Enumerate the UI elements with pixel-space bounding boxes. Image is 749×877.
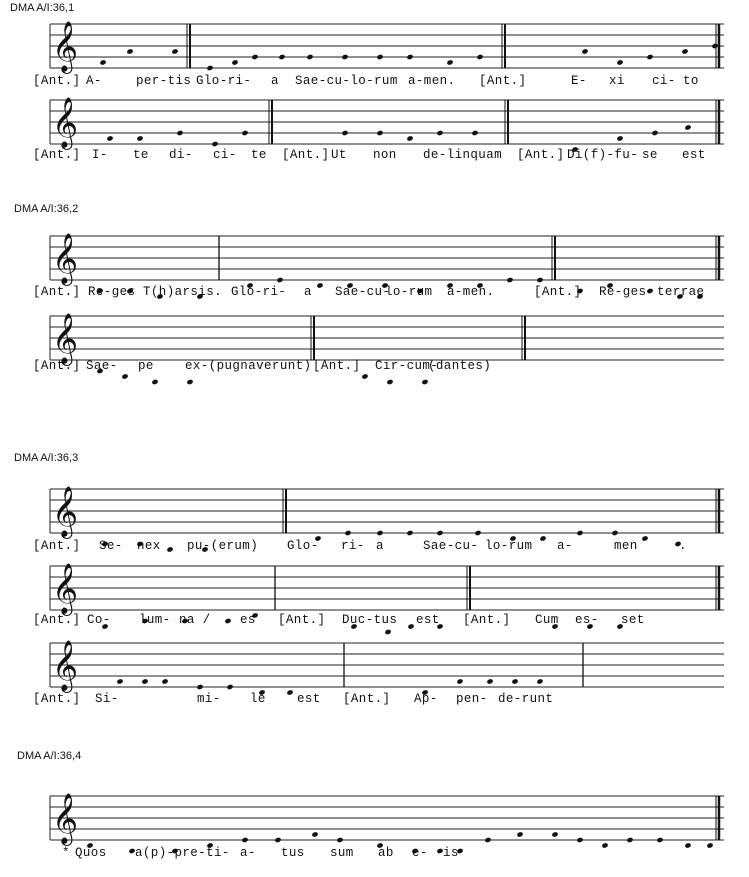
treble-clef-icon: 𝄞 bbox=[52, 97, 79, 148]
lyric-word: Di(f)-fu- bbox=[567, 148, 639, 162]
note-head bbox=[126, 48, 133, 54]
lyric-word: a bbox=[271, 74, 279, 88]
lyric-word: Sae-cu-lo-rum bbox=[295, 74, 398, 88]
section-label: DMA A/I:36,4 bbox=[17, 750, 82, 762]
note-head bbox=[376, 530, 383, 536]
note-head bbox=[616, 59, 623, 65]
staff bbox=[0, 786, 749, 856]
treble-clef-icon: 𝄞 bbox=[52, 233, 79, 284]
lyric-word: [Ant.] bbox=[463, 613, 511, 627]
lyric-word: [Ant.] bbox=[33, 359, 81, 373]
lyric-word: es bbox=[240, 613, 256, 627]
lyric-word: to bbox=[683, 74, 699, 88]
lyric-word: pu-(erum) bbox=[187, 539, 259, 553]
lyric-word: Se- bbox=[99, 539, 123, 553]
note-head bbox=[241, 130, 248, 136]
note-head bbox=[456, 678, 463, 684]
lyric-word: nex bbox=[137, 539, 161, 553]
lyric-word: [Ant.] bbox=[33, 539, 81, 553]
lyric-word: tus bbox=[281, 846, 305, 860]
lyric-word: Re-ges bbox=[88, 285, 136, 299]
lyric-word: de-linquam bbox=[423, 148, 503, 162]
lyric-word: [Ant.] bbox=[33, 74, 81, 88]
lyric-word: a- bbox=[240, 846, 256, 860]
lyric-word: non bbox=[373, 148, 397, 162]
note-head bbox=[511, 678, 518, 684]
note-head bbox=[436, 530, 443, 536]
note-head bbox=[681, 48, 688, 54]
lyric-word: [Ant.] bbox=[479, 74, 527, 88]
lyric-word: [Ant.] bbox=[278, 613, 326, 627]
lyric-word: [Ant.] bbox=[33, 148, 81, 162]
note-head bbox=[486, 678, 493, 684]
note-head bbox=[471, 130, 478, 136]
note-head bbox=[141, 678, 148, 684]
lyric-word: a-men. bbox=[408, 74, 456, 88]
lyric-word: a-men. bbox=[447, 285, 495, 299]
note-head bbox=[316, 282, 323, 288]
note-head bbox=[161, 678, 168, 684]
lyric-word: per-tis bbox=[136, 74, 192, 88]
section-label: DMA A/I:36,1 bbox=[10, 2, 75, 14]
note-head bbox=[407, 623, 414, 629]
note-head bbox=[406, 135, 413, 141]
note-head bbox=[581, 48, 588, 54]
note-head bbox=[406, 54, 413, 60]
lyric-word: te bbox=[133, 148, 149, 162]
lyric-word: e- bbox=[412, 846, 428, 860]
lyric-word: est bbox=[416, 613, 440, 627]
lyric-word: ab bbox=[378, 846, 394, 860]
lyric-word: sum bbox=[330, 846, 354, 860]
lyric-word: Sae-cu- bbox=[423, 539, 479, 553]
note-head bbox=[506, 277, 513, 283]
note-head bbox=[656, 837, 663, 843]
lyric-word: ex-(pugnaverunt) bbox=[185, 359, 312, 373]
lyric-word: Ut bbox=[331, 148, 347, 162]
note-head bbox=[711, 43, 718, 49]
note-head bbox=[436, 130, 443, 136]
note-head bbox=[206, 65, 213, 71]
lyric-word: . bbox=[679, 539, 687, 553]
note-head bbox=[278, 54, 285, 60]
lyric-word: [Ant.] bbox=[33, 285, 81, 299]
lyric-word: [Ant.] bbox=[33, 692, 81, 706]
lyric-word: A- bbox=[86, 74, 102, 88]
note-head bbox=[476, 54, 483, 60]
note-head bbox=[171, 48, 178, 54]
lyric-word: is bbox=[443, 846, 459, 860]
note-head bbox=[251, 54, 258, 60]
lyric-word: lo-rum bbox=[385, 285, 433, 299]
lyric-word: a(p)-pre-ti- bbox=[135, 846, 230, 860]
lyric-word: pe bbox=[138, 359, 154, 373]
treble-clef-icon: 𝄞 bbox=[52, 640, 79, 691]
lyric-word: Glo-ri- bbox=[196, 74, 252, 88]
lyric-word: [Ant.] bbox=[517, 148, 565, 162]
note-head bbox=[386, 379, 393, 385]
lyric-word: est bbox=[682, 148, 706, 162]
lyric-word: (dantes) bbox=[428, 359, 492, 373]
lyric-word: de-runt bbox=[498, 692, 554, 706]
lyric-word: ci- bbox=[652, 74, 676, 88]
lyric-word: es- bbox=[575, 613, 599, 627]
note-head bbox=[106, 135, 113, 141]
lyric-word: lo-rum bbox=[485, 539, 533, 553]
note-head bbox=[536, 277, 543, 283]
lyric-word: terrae bbox=[657, 285, 705, 299]
note-head bbox=[99, 59, 106, 65]
note-head bbox=[641, 535, 648, 541]
lyric-word: se bbox=[642, 148, 658, 162]
note-head bbox=[646, 54, 653, 60]
lyric-word: te bbox=[251, 148, 267, 162]
lyric-word: pen- bbox=[456, 692, 488, 706]
note-head bbox=[361, 373, 368, 379]
lyric-word: na / bbox=[179, 613, 211, 627]
note-head bbox=[421, 379, 428, 385]
lyric-word: ri- bbox=[341, 539, 365, 553]
note-head bbox=[539, 535, 546, 541]
lyric-word: Duc-tus bbox=[342, 613, 398, 627]
lyric-word: Sae-cu- bbox=[335, 285, 391, 299]
lyric-word: I- bbox=[92, 148, 108, 162]
lyric-word: Quos bbox=[75, 846, 107, 860]
note-head bbox=[211, 141, 218, 147]
lyric-word: di- bbox=[169, 148, 193, 162]
note-head bbox=[484, 837, 491, 843]
note-head bbox=[186, 379, 193, 385]
note-head bbox=[276, 277, 283, 283]
lyric-word: E- bbox=[571, 74, 587, 88]
note-head bbox=[651, 130, 658, 136]
treble-clef-icon: 𝄞 bbox=[52, 313, 79, 364]
lyric-word: men bbox=[614, 539, 638, 553]
lyric-word: T(h)arsis. bbox=[143, 285, 223, 299]
lyric-word: a bbox=[304, 285, 312, 299]
lyric-word: Re-ges bbox=[599, 285, 647, 299]
lyric-word: Ap- bbox=[414, 692, 438, 706]
note-head bbox=[311, 831, 318, 837]
lyric-word: Si- bbox=[95, 692, 119, 706]
lyric-word: xi bbox=[609, 74, 625, 88]
note-head bbox=[406, 530, 413, 536]
section-label: DMA A/I:36,2 bbox=[14, 203, 79, 215]
note-head bbox=[576, 530, 583, 536]
note-head bbox=[536, 678, 543, 684]
note-head bbox=[341, 130, 348, 136]
note-head bbox=[344, 530, 351, 536]
note-head bbox=[376, 130, 383, 136]
lyric-word: [Ant.] bbox=[282, 148, 330, 162]
note-head bbox=[601, 842, 608, 848]
note-head bbox=[231, 59, 238, 65]
note-head bbox=[196, 684, 203, 690]
note-head bbox=[136, 135, 143, 141]
lyric-word: a bbox=[376, 539, 384, 553]
note-head bbox=[121, 373, 128, 379]
treble-clef-icon: 𝄞 bbox=[52, 793, 79, 844]
lyric-word: Co- bbox=[87, 613, 111, 627]
note-head bbox=[336, 837, 343, 843]
note-head bbox=[446, 59, 453, 65]
note-head bbox=[626, 837, 633, 843]
lyric-word: [Ant.] bbox=[33, 613, 81, 627]
note-head bbox=[241, 837, 248, 843]
note-head bbox=[151, 379, 158, 385]
note-head bbox=[516, 831, 523, 837]
note-head bbox=[576, 837, 583, 843]
note-head bbox=[474, 530, 481, 536]
note-head bbox=[226, 684, 233, 690]
lyric-word: [Ant.] bbox=[343, 692, 391, 706]
lyric-word: ci- bbox=[213, 148, 237, 162]
note-head bbox=[684, 842, 691, 848]
note-head bbox=[224, 618, 231, 624]
lyric-word: Glo-ri- bbox=[231, 285, 287, 299]
note-head bbox=[306, 54, 313, 60]
treble-clef-icon: 𝄞 bbox=[52, 486, 79, 537]
section-label: DMA A/I:36,3 bbox=[14, 452, 79, 464]
note-head bbox=[341, 54, 348, 60]
note-head bbox=[706, 842, 713, 848]
note-head bbox=[116, 678, 123, 684]
lyric-word: est bbox=[297, 692, 321, 706]
lyric-word: set bbox=[621, 613, 645, 627]
lyric-word: mi- bbox=[197, 692, 221, 706]
lyric-word: Cum bbox=[535, 613, 559, 627]
lyric-word: Sae- bbox=[86, 359, 118, 373]
treble-clef-icon: 𝄞 bbox=[52, 563, 79, 614]
note-head bbox=[616, 135, 623, 141]
note-head bbox=[551, 831, 558, 837]
note-head bbox=[611, 530, 618, 536]
lyric-word: Glo- bbox=[287, 539, 319, 553]
note-head bbox=[646, 288, 653, 294]
note-head bbox=[286, 689, 293, 695]
note-head bbox=[176, 130, 183, 136]
note-head bbox=[684, 124, 691, 130]
lyric-word: [Ant.] bbox=[313, 359, 361, 373]
note-head bbox=[376, 54, 383, 60]
lyric-word: * bbox=[62, 846, 70, 860]
lyric-word: le bbox=[250, 692, 266, 706]
note-head bbox=[274, 837, 281, 843]
lyric-word: [Ant.] bbox=[534, 285, 582, 299]
lyric-word: a- bbox=[557, 539, 573, 553]
lyric-word: lum- bbox=[139, 613, 171, 627]
treble-clef-icon: 𝄞 bbox=[52, 21, 79, 72]
note-head bbox=[166, 546, 173, 552]
lyric-word: Cir-cum- bbox=[375, 359, 439, 373]
